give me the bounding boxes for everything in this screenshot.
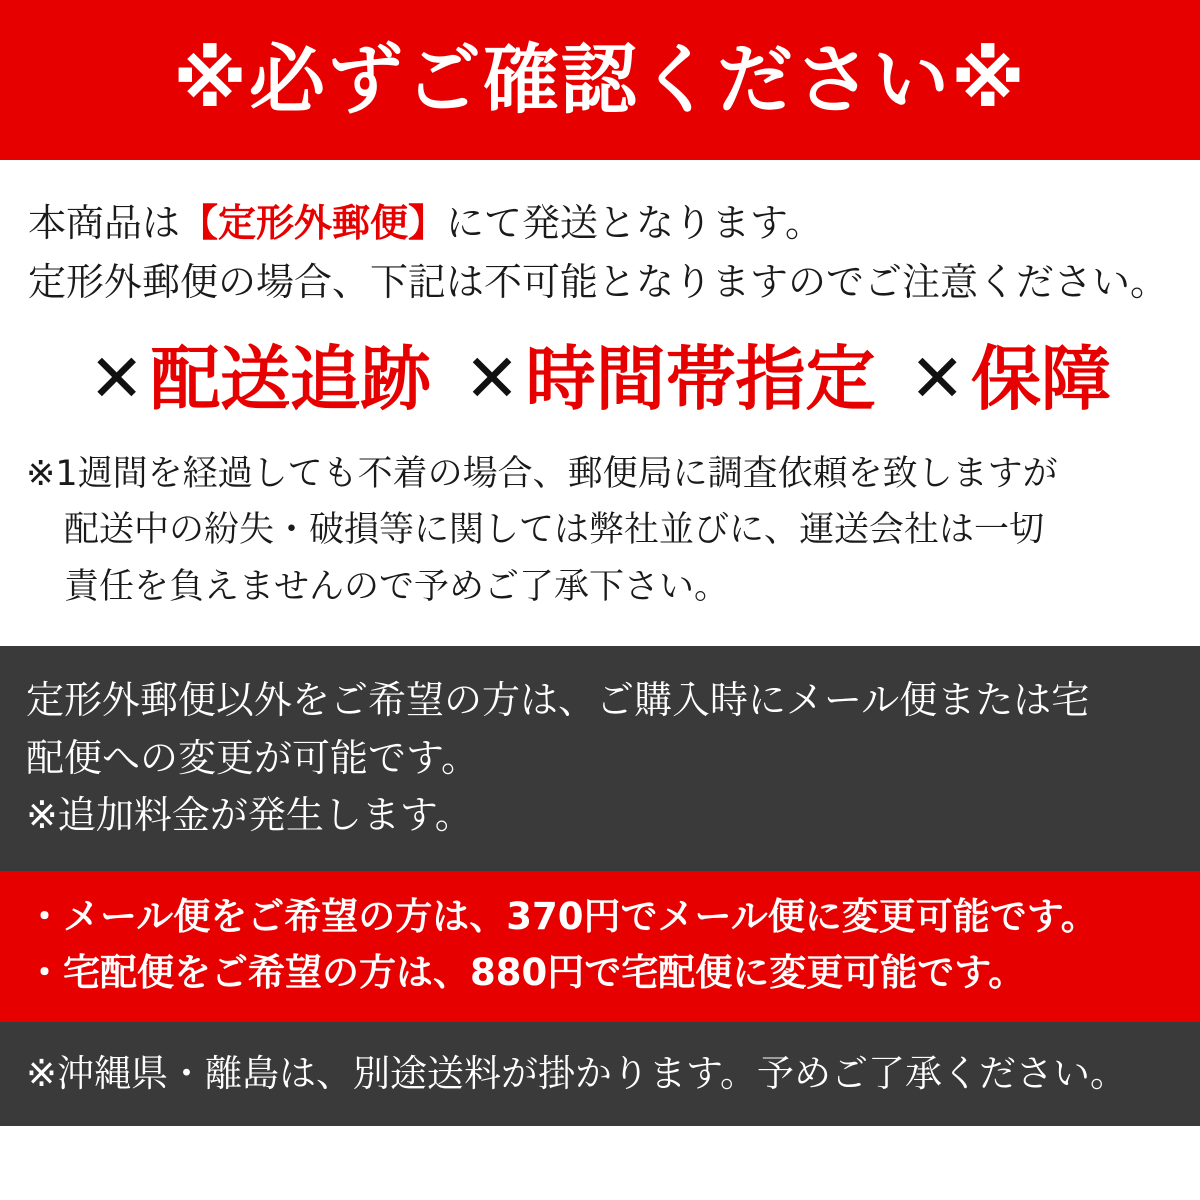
banner-title: ※必ずご確認ください※ xyxy=(173,35,1027,124)
option-parcel-line: ・宅配便をご希望の方は、880円で宅配便に変更可能です。 xyxy=(26,951,1026,995)
shipping-method-highlight: 【定形外郵便】 xyxy=(180,201,447,245)
note-line-2: 配送中の紛失・破損等に関しては弊社並びに、運送会社は一切 xyxy=(64,510,1045,551)
restrictions-row xyxy=(0,318,1200,432)
disclaimer-note xyxy=(0,432,1200,646)
restriction-label-tracking: 配送追跡 xyxy=(150,337,431,420)
option-mail-line: ・メール便をご希望の方は、370円でメール便に変更可能です。 xyxy=(26,895,1098,939)
footnote-text: ※沖縄県・離島は、別途送料が掛かります。予めご了承ください。 xyxy=(26,1051,1128,1095)
restriction-item-tracking xyxy=(89,337,431,420)
intro-line-1 xyxy=(28,194,1172,253)
restriction-label-insurance: 保障 xyxy=(970,337,1111,420)
intro-line-1-before: 本商品は xyxy=(28,201,181,245)
intro-line-1-after: にて発送となります。 xyxy=(446,201,823,245)
restriction-item-insurance xyxy=(909,337,1111,420)
alternative-line-1: 定形外郵便以外をご希望の方は、ご購入時にメール便または宅 xyxy=(26,677,1090,722)
alternative-line-3: ※追加料金が発生します。 xyxy=(26,793,473,838)
restriction-item-timeslot xyxy=(464,337,876,420)
remote-area-footnote xyxy=(0,1022,1200,1126)
intro-block xyxy=(0,160,1200,318)
note-line-1: ※1週間を経過しても不着の場合、郵便局に調査依頼を致しますが xyxy=(26,453,1058,494)
alternative-shipping-block xyxy=(0,646,1200,871)
note-line-3: 責任を負えませんので予めご了承下さい。 xyxy=(64,567,730,608)
cross-icon: ✕ xyxy=(464,339,520,417)
restriction-label-timeslot: 時間帯指定 xyxy=(525,337,876,420)
cross-icon: ✕ xyxy=(89,339,145,417)
shipping-options-block xyxy=(0,871,1200,1021)
alternative-line-2: 配便への変更が可能です。 xyxy=(26,735,479,780)
intro-line-2: 定形外郵便の場合、下記は不可能となりますのでご注意ください。 xyxy=(28,259,1169,304)
notice-banner xyxy=(0,0,1200,160)
cross-icon: ✕ xyxy=(909,339,965,417)
